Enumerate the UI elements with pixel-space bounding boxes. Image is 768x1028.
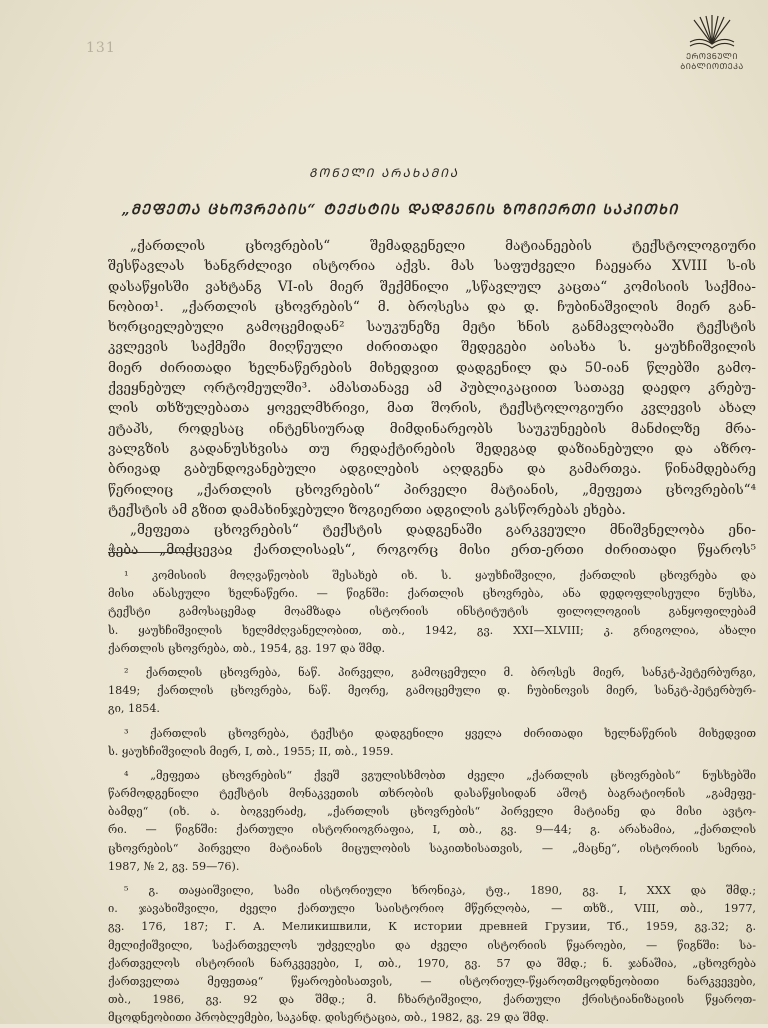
footnote-line: ქართველოს ისტორიის ნარკვევები, I, თბ., 1970, გვ. 57 და შმდ.; ნ. ჯანაშია, „ცხოვრება bbox=[108, 956, 756, 970]
body-line: ეტაპს, როდესაც ინტენსიურად მიმდინარეობს საუკუნეების მანძილზე მრა- bbox=[108, 420, 756, 437]
logo-text-line-1: ᲔᲠᲝᲕᲜᲣᲚᲘ bbox=[686, 52, 738, 61]
footnote-line: წარმოდგენილი ტექსტის მონაკვეთის თხრობის დასაწყისიდან აშოტ ბაგრატიონის „გამეფე- bbox=[108, 787, 756, 801]
footnote-line: ³ ქართლის ცხოვრება, ტექსტი დადგენილი ყველა ძირითადი ხელნაწერის მიხედვით bbox=[124, 726, 756, 740]
footnote-line: ტექსტი გამოსაცემად მოამზადა ისტორიის ინსტიტუტის ფილოლოგიის განყოფილებამ bbox=[108, 605, 756, 619]
article-title: „ᲛᲔᲤᲔᲗᲐ ᲪᲮᲝᲕᲠᲔᲑᲘᲡ“ ᲢᲔᲥᲡᲢᲘᲡ ᲓᲐᲓᲒᲔᲜᲘᲡ ᲖᲝᲒᲘᲔᲠᲗᲘ ᲡᲐᲙᲘᲗᲮᲘ bbox=[121, 202, 679, 218]
footnote-line: გი, 1854. bbox=[108, 702, 160, 716]
footnote-line: ს. ყაუხჩიშვილის მიერ, I, თბ., 1955; II, თბ., 1959. bbox=[108, 744, 394, 758]
footnote-line: ქართველთა მეფეთაჲ“ წყაროებისათვის, — ისტორიულ-წყაროთმცოდნეობითი ნარკვევები, bbox=[108, 974, 756, 988]
footnotes bbox=[108, 567, 756, 1028]
body-line: წერილიც „ქართლის ცხოვრების“ პირველი მატიანის, „მეფეთა ცხოვრების“⁴ bbox=[108, 481, 756, 498]
body-line: ბრივად გაბუნდოვანებული ადგილების აღდგენა და გამართვა. წინამდებარე bbox=[108, 461, 756, 478]
footnote-line: ბამდე“ (იხ. ა. ბოგვერაძე, „ქართლის ცხოვრების“ პირველი მატიანე და მისი ავტო- bbox=[108, 805, 756, 819]
footnote-line: ² ქართლის ცხოვრება, ნაწ. პირველი, გამოცემული მ. ბროსეს მიერ, სანკტ-პეტერბურგი, bbox=[124, 665, 756, 679]
body-line: „მეფეთა ცხოვრების“ ტექსტის დადგენაში გარკვეული მნიშვნელობა ენი- bbox=[130, 522, 756, 539]
footnote-line: ¹ კომისიის მოღვაწეობის შესახებ იხ. ს. ყაუხჩიშვილი, ქართლის ცხოვრება და bbox=[124, 569, 756, 582]
footnote-line: გვ. 176, 187; Г. А. Меликишвили, К истории древней Грузии, Тб., 1959, გვ.32; გ. bbox=[108, 920, 756, 934]
body-line: ტექსტის ამ გზით დამახინჯებული ზოგიერთი ადგილის გასწორებას ეხება. bbox=[108, 501, 626, 518]
body-line: შესწავლას ხანგრძლივი ისტორია აქვს. მას საფუძველი ჩაეყარა XVIII ს-ის bbox=[108, 258, 756, 275]
footnote-line: მცოდნეობითი პრობლემები, საკანდ. დისერტაცია, თბ., 1982, გვ. 29 და შმდ. bbox=[108, 1011, 550, 1025]
page-number: 131 bbox=[86, 40, 116, 56]
body-line: ჭება „მოქცევაჲ ქართლისაჲს“, როგორც მისი ერთ-ერთი ძირითადი წყაროს⁵ bbox=[108, 542, 756, 559]
body-line: ქვეყნებულ ორტომეულში³. ამასთანავე ამ პუბლიკაციით სათავე დაედო კრებუ- bbox=[108, 380, 756, 397]
footnote-line: ცხოვრების“ პირველი მატიანის მიცულობის საკითხისათვის, — „მაცნე“, ისტორიის სერია, bbox=[108, 841, 756, 855]
body-line: ხორციელებული გამოცემიდან² საუკუნეზე მეტი ხნის განმავლობაში ტექსტის bbox=[108, 319, 756, 336]
footnote-line: ი. ჯავახიშვილი, ძველი ქართული საისტორიო მწერლობა, — თხზ., VIII, თბ., 1977, bbox=[108, 902, 756, 916]
library-logo bbox=[672, 14, 752, 84]
body-line: ლის თხზულებათა ყოველმხრივი, მათ შორის, ტექსტოლოგიური კვლევის ახალ bbox=[108, 400, 756, 417]
footnote-line: ს. ყაუხჩიშვილის ხელმძღვანელობით, თბ., 1942, გვ. XXI—XLVIII; კ. გრიგოლია, ახალი bbox=[108, 623, 756, 637]
body-line: „ქართლის ცხოვრების“ შემადგენელი მატიანეების ტექსტოლოგიური bbox=[130, 238, 756, 254]
body-text bbox=[108, 236, 756, 561]
footnote bbox=[108, 882, 756, 1028]
footnote-separator bbox=[108, 552, 194, 553]
body-line: კვლევის საქმეში მიღწეული ძირითადი შედეგები აისახა ს. ყაუხჩიშვილის bbox=[108, 339, 756, 356]
footnote-line: მელიქიშვილი, საქართველოს უძველესი და ძველი ისტორიის წყაროები, — წიგნში: სა- bbox=[108, 938, 756, 952]
footnote bbox=[108, 664, 756, 719]
footnote-line: რი. — წიგნში: ქართული ისტორიოგრაფია, I, თბ., გვ. 9—44; გ. არახამია, „ქართლის bbox=[108, 823, 756, 837]
body-line: დასაწყისში ვახტანგ VI-ის მიერ შექმნილი „სწავლულ კაცთა“ კომისიის საქმია- bbox=[108, 278, 756, 295]
article-author: ᲒᲝᲜᲔᲚᲘ ᲐᲠᲐᲮᲐᲛᲘᲐ bbox=[308, 166, 460, 180]
body-line: ვალგზის გადანუსხვისა თუ რედაქტირების შედეგად დაზიანებული და აზრო- bbox=[108, 440, 756, 457]
body-line: ნობით¹. „ქართლის ცხოვრების“ მ. ბროსესა და დ. ჩუბინაშვილის მიერ გან- bbox=[108, 298, 756, 315]
footnote-line: მისი ანასეული ხელნაწერი. — წიგნში: ქართლის ცხოვრება, ანა დედოფლისეული ნუსხა, bbox=[108, 587, 756, 601]
footnote-line: ⁵ გ. თაყაიშვილი, სამი ისტორიული ხრონიკა, ტფ., 1890, გვ. I, XXX და შმდ.; bbox=[124, 884, 756, 897]
footnote bbox=[108, 767, 756, 876]
body-line: მიერ ძირითადი ხელნაწერების მიხედვით დადგენილ და 50-იან წლებში გამო- bbox=[108, 359, 756, 376]
footnote-line: თბ., 1986, გვ. 92 და შმდ.; მ. ჩხარტიშვილი, ქართული ქრისტიანიზაციის წყაროთ- bbox=[108, 993, 756, 1007]
footnote-line: ქართლის ცხოვრება, თბ., 1954, გვ. 197 და შმდ. bbox=[108, 641, 386, 655]
footnote-line: ⁴ „მეფეთა ცხოვრების“ ქვეშ ვგულისხმობთ ძველი „ქართლის ცხოვრების“ ნუსხებში bbox=[124, 768, 756, 782]
footnote bbox=[108, 725, 756, 761]
footnote bbox=[108, 567, 756, 658]
footnote-line: 1987, № 2, გვ. 59—76). bbox=[108, 859, 240, 873]
footnote-line: 1849; ქართლის ცხოვრება, ნაწ. მეორე, გამოცემული დ. ჩუბინოვის მიერ, სანკტ-პეტერბურ- bbox=[108, 684, 756, 698]
logo-text-line-2: ᲑᲘᲑᲚᲘᲝᲗᲔᲙᲐ bbox=[680, 62, 744, 71]
book-rays-icon bbox=[686, 14, 738, 52]
